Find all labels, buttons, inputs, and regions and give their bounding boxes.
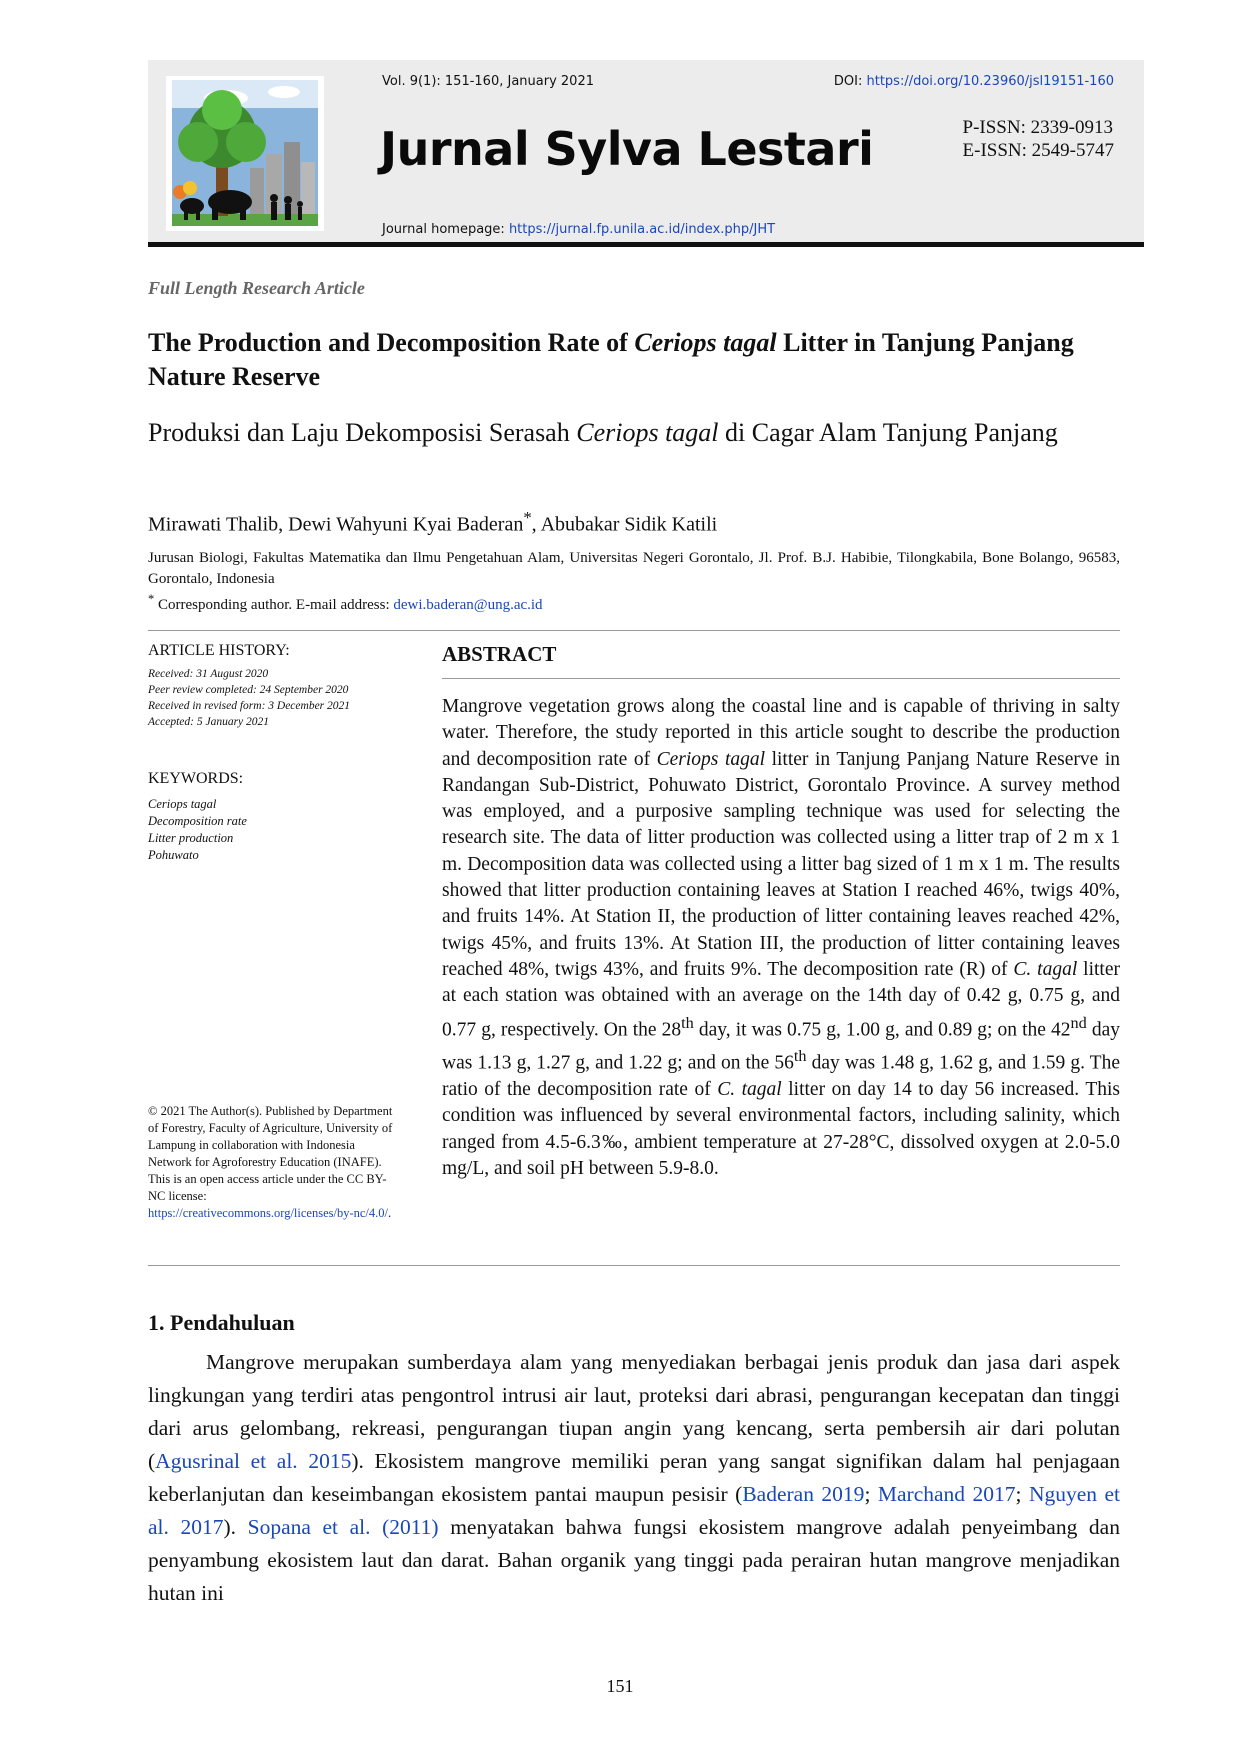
paragraph-part: ).: [223, 1515, 248, 1539]
divider: [148, 630, 1120, 631]
citation-link[interactable]: Nguyen et al. 2017: [148, 1482, 1120, 1539]
paragraph-part: ). Ekosistem mangrove memiliki peran yang sangat signifikan dalam hal penjagaan keberlanjutan dan keseimbangan ekosistem pantai maupun pesisir (: [148, 1449, 1120, 1506]
ordinal-suffix: nd: [1070, 1013, 1087, 1032]
species-name: C. tagal: [717, 1079, 782, 1101]
citation-link[interactable]: Baderan 2019: [742, 1482, 865, 1506]
title-en-species: Ceriops tagal: [634, 328, 777, 357]
intro-paragraph: [148, 1346, 1120, 1610]
history-item: Received: 31 August 2020: [148, 668, 269, 680]
abstract-part: litter in Tanjung Panjang Nature Reserve in Randangan Sub-District, Pohuwato District, Gorontalo Province. A survey method was employed, and a purposive sampling technique was used for selecting the research site. The data of litter production was collected using a litter trap of 2 m x 1 m. Decomposition data was collected using a litter bag sized of 1 m x 1 m. The results showed that litter production containing leaves at Station I reached 46%, twigs 40%, and fruits 14%. At Station II, the production of litter containing leaves reached 42%, twigs 45%, and fruits 13%. At Station III, the production of litter containing leaves reached 48%, twigs 43%, and fruits 9%. The decomposition rate (R) of: [442, 748, 1120, 980]
keyword: Ceriops tagal: [148, 797, 217, 811]
abstract-part: litter on day 14 to day 56 increased. This condition was influenced by several environmental factors, including salinity, which ranged from 4.5-6.3‰, ambient temperature at 27-28°C, dissolved oxygen at 2.0-5.0 mg/L, and soil pH between 5.9-8.0.: [442, 1079, 1121, 1180]
corresponding-mark: *: [523, 508, 532, 527]
species-name: Ceriops tagal: [656, 748, 766, 770]
abstract-text: [442, 694, 1120, 1182]
affiliation: Jurusan Biologi, Fakultas Matematika dan Ilmu Pengetahuan Alam, Universitas Negeri Gorontalo, Jl. Prof. B.J. Habibie, Tilongkabila, Bone Bolango, 96583, Gorontalo, Indonesia: [148, 550, 1120, 587]
license-link[interactable]: https://creativecommons.org/licenses/by-nc/4.0/: [148, 1206, 388, 1220]
section-heading: 1. Pendahuluan: [148, 1310, 295, 1335]
homepage-label: Journal homepage:: [382, 222, 509, 237]
abstract-part: day was 1.13 g, 1.27 g, and 1.22 g; and on the 56: [442, 1019, 1120, 1074]
journal-homepage: [382, 222, 775, 237]
divider: [148, 1265, 1120, 1266]
abstract-divider: [442, 678, 1120, 679]
doi-link[interactable]: https://doi.org/10.23960/jsl19151-160: [866, 74, 1114, 89]
ordinal-suffix: th: [793, 1047, 807, 1066]
keywords-list: [148, 796, 247, 864]
history-heading: ARTICLE HISTORY:: [148, 642, 290, 659]
license-text: © 2021 The Author(s). Published by Department of Forestry, Faculty of Agriculture, University of Lampung in collaboration with Indonesia Network for Agroforestry Education (INAFE). This is an open access article under the CC BY-NC license:: [148, 1104, 393, 1203]
homepage-link[interactable]: https://jurnal.fp.unila.ac.id/index.php/JHT: [508, 222, 776, 237]
history-list: [148, 666, 398, 730]
abstract-part: Mangrove vegetation grows along the coastal line and is capable of thriving in salty water. Therefore, the study reported in this article sought to describe the production and decomposition rate of: [442, 696, 1120, 770]
species-name: C. tagal: [1013, 958, 1078, 980]
paragraph-part: menyatakan bahwa fungsi ekosistem mangrove adalah penyeimbang dan penyambung ekosistem laut dan darat. Bahan organik yang tinggi pada perairan hutan mangrove menjadikan hutan ini: [148, 1515, 1120, 1605]
title-en-part: Litter in Tanjung Panjang Nature Reserve: [148, 328, 1074, 391]
keywords-heading: KEYWORDS:: [148, 770, 244, 787]
history-item: Received in revised form: 3 December 2021: [148, 700, 351, 712]
article-history: [148, 642, 398, 730]
title-id-part: di Cagar Alam Tanjung Panjang: [718, 418, 1058, 447]
p-issn: P-ISSN: 2339-0913: [962, 117, 1113, 138]
journal-header: [148, 60, 1144, 247]
journal-logo: [166, 76, 324, 231]
article-type: Full Length Research Article: [148, 278, 365, 298]
e-issn: E-ISSN: 2549-5747: [962, 140, 1114, 161]
email-link[interactable]: dewi.baderan@ung.ac.id: [393, 597, 543, 613]
title-id-part: Produksi dan Laju Dekomposisi Serasah: [148, 418, 577, 447]
doi: [834, 74, 1114, 89]
history-item: Peer review completed: 24 September 2020: [148, 684, 349, 696]
paragraph-part: ;: [864, 1482, 878, 1506]
corresponding-mark: *: [148, 592, 155, 606]
abstract-part: litter at each station was obtained with an average on the 14th day of 0.42 g, 0.75 g, and 0.77 g, respectively. On the 28: [442, 958, 1120, 1041]
citation-link[interactable]: Marchand 2017: [877, 1482, 1016, 1506]
corr-text: Corresponding author. E-mail address:: [154, 597, 394, 613]
paragraph-part: Mangrove merupakan sumberdaya alam yang menyediakan berbagai jenis produk dan jasa dari aspek lingkungan yang terdiri atas pengontrol intrusi air laut, proteksi dari abrasi, pengurangan kecepatan dan tinggi dari arus gelombang, rekreasi, pengurangan tiupan angin yang kencang, serta pembersih air dari polutan (: [148, 1350, 1120, 1473]
doi-label: DOI:: [833, 74, 867, 89]
article-title-indonesian: [148, 416, 1108, 450]
license-end: .: [388, 1206, 392, 1220]
license-notice: [148, 1103, 396, 1222]
keyword: Pohuwato: [148, 848, 199, 862]
history-item: Accepted: 5 January 2021: [148, 716, 270, 728]
ordinal-suffix: th: [681, 1013, 694, 1032]
corresponding-author: [148, 592, 543, 614]
keyword: Decomposition rate: [148, 814, 247, 828]
authors-part: Mirawati Thalib, Dewi Wahyuni Kyai Baderan: [148, 513, 524, 536]
page-number: 151: [606, 1676, 634, 1696]
abstract-part: day was 1.48 g, 1.62 g, and 1.59 g. The ratio of the decomposition rate of: [442, 1052, 1120, 1101]
volume-info: Vol. 9(1): 151-160, January 2021: [382, 74, 594, 89]
abstract-part: day, it was 0.75 g, 1.00 g, and 0.89 g; on the 42: [693, 1019, 1071, 1041]
paragraph-part: ;: [1015, 1482, 1029, 1506]
authors: [148, 508, 717, 537]
journal-title: Jurnal Sylva Lestari: [380, 122, 874, 176]
keyword: Litter production: [148, 831, 234, 845]
article-title-english: [148, 326, 1108, 394]
citation-link[interactable]: Agusrinal et al. 2015: [155, 1449, 352, 1473]
authors-part: , Abubakar Sidik Katili: [531, 513, 718, 536]
issn-block: [963, 116, 1114, 162]
abstract-heading: ABSTRACT: [442, 642, 557, 666]
citation-link[interactable]: Sopana et al. (2011): [247, 1515, 439, 1539]
title-en-part: The Production and Decomposition Rate of: [148, 328, 635, 357]
title-id-species: Ceriops tagal: [576, 418, 719, 447]
